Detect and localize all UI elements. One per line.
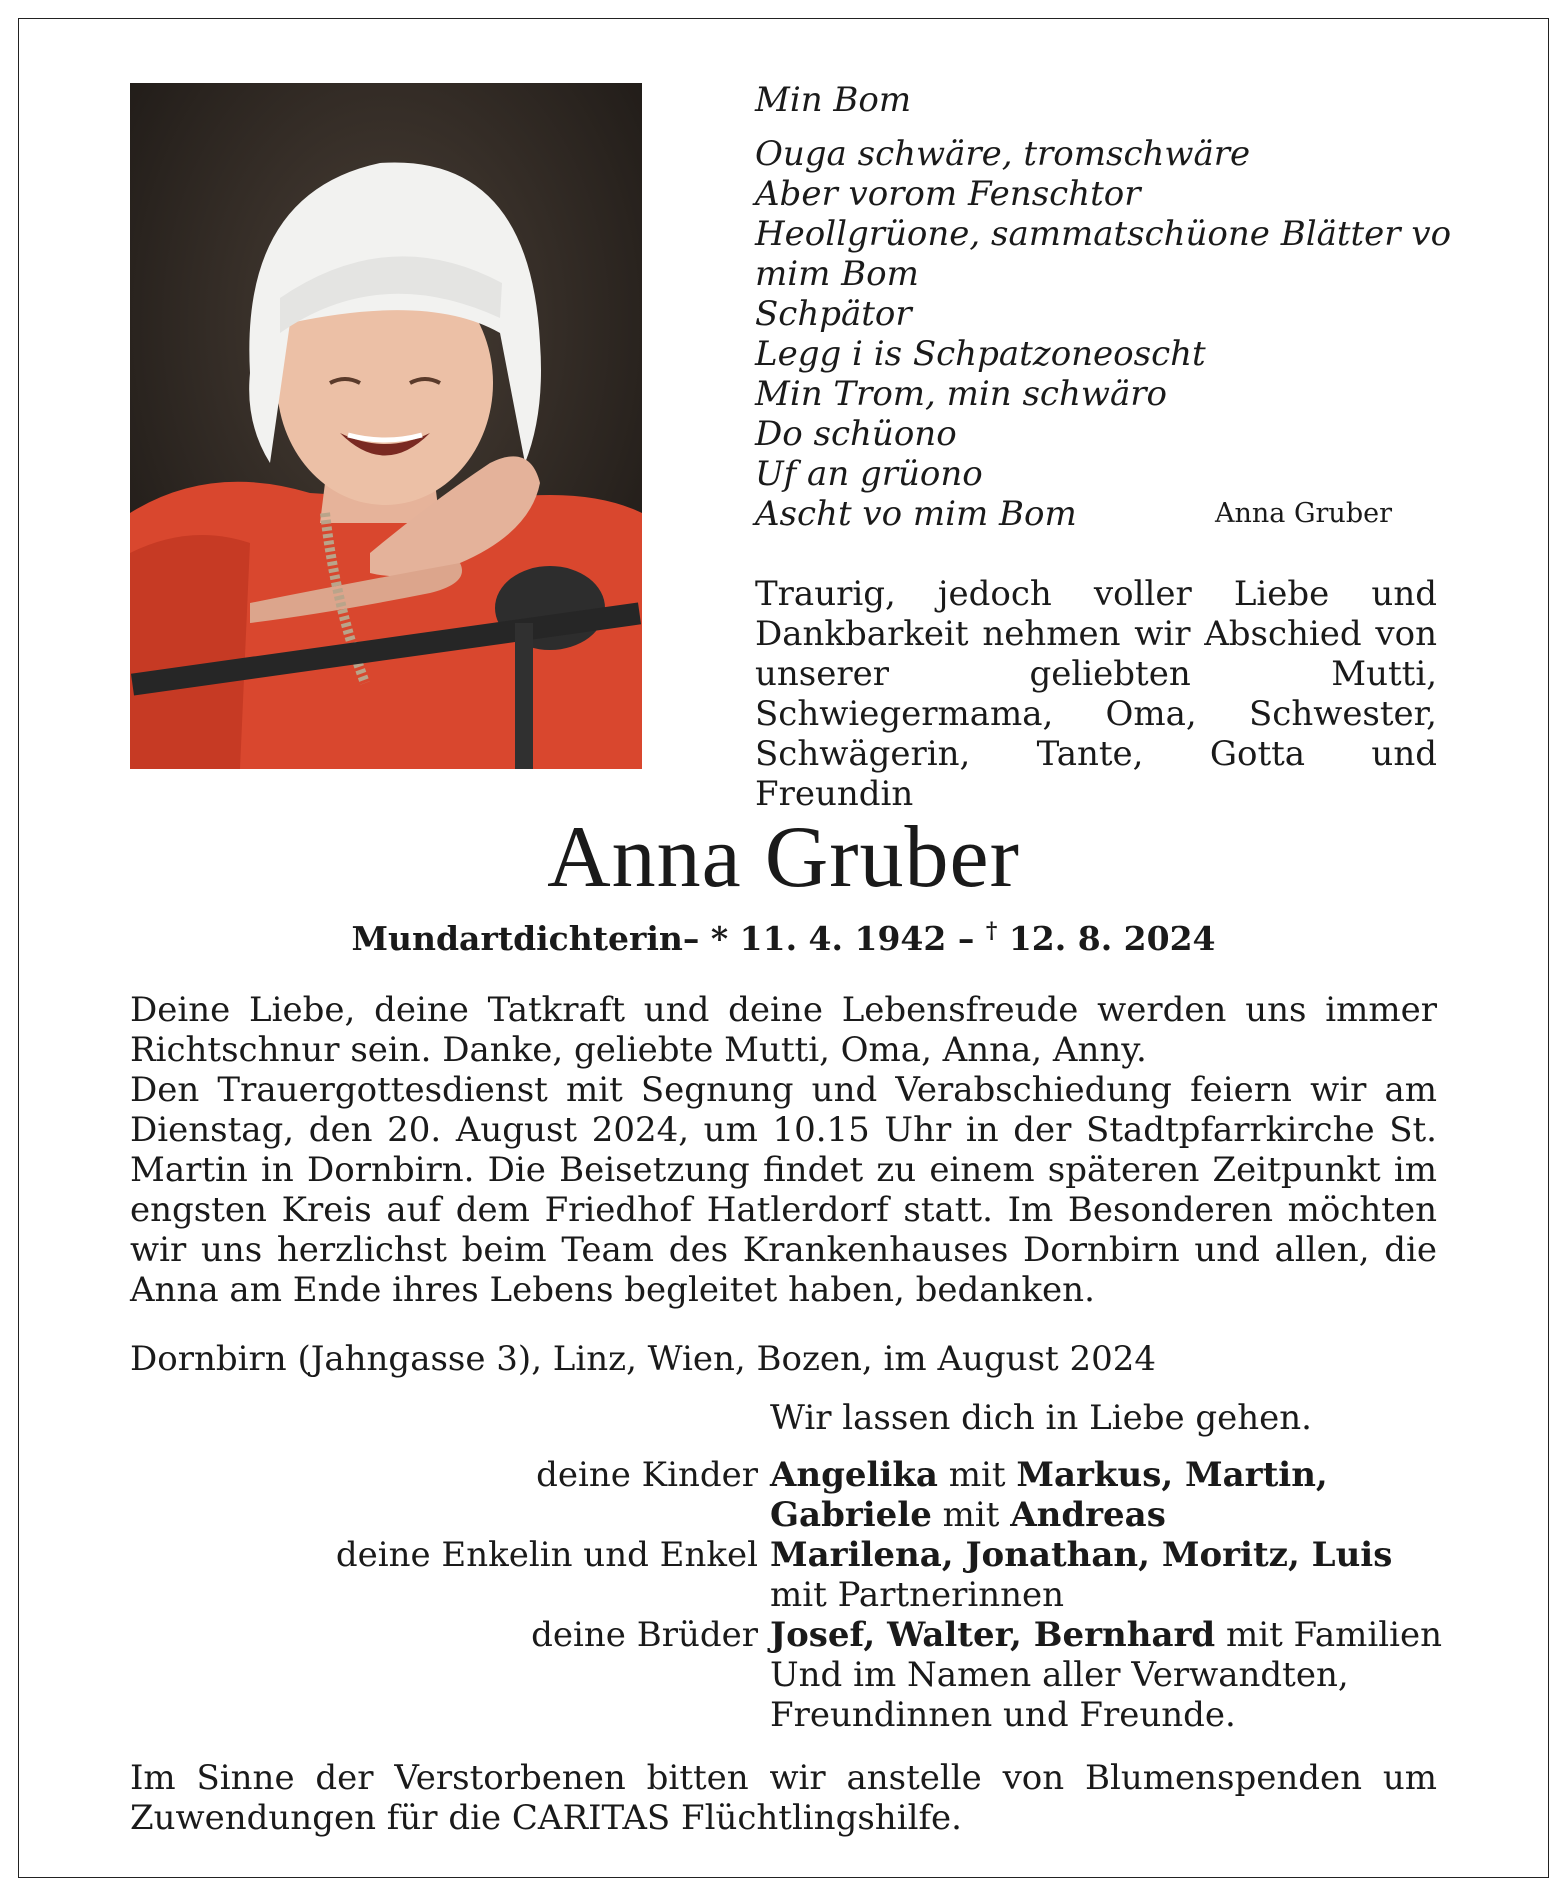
cross-icon: †: [985, 918, 998, 944]
poem-line: Ouga schwäre, tromschwäre: [755, 134, 1251, 174]
others-line: Und im Namen aller Verwandten,: [770, 1655, 1349, 1695]
main-text: [130, 990, 1437, 1310]
closing-text: Im Sinne der Verstorbenen bitten wir anstelle von Blumenspenden um Zuwendungen für die CARITAS Flüchtlingshilfe.: [130, 1758, 1437, 1838]
child-name: Angelika: [770, 1455, 938, 1495]
mourners-brothers: [130, 1615, 1450, 1735]
grandchildren-label: deine Enkelin und Enkel: [335, 1535, 758, 1575]
brothers-names: Josef, Walter, Bernhard: [770, 1615, 1216, 1655]
deceased-name: Anna Gruber: [547, 809, 1020, 906]
children-label: deine Kinder: [536, 1455, 758, 1495]
connector: mit: [937, 1455, 1017, 1495]
place-date: Dornbirn (Jahngasse 3), Linz, Wien, Bozen, im August 2024: [130, 1339, 1157, 1379]
deceased-subtitle: [0, 918, 1567, 958]
profession: Mundartdichterin: [351, 919, 683, 958]
poem-line: Do schüono: [755, 414, 957, 454]
poem-line: mim Bom: [755, 254, 919, 294]
connector: mit: [931, 1495, 1011, 1535]
poem: [755, 80, 1452, 534]
poem-title: Min Bom: [755, 80, 912, 120]
mourners-grandchildren: [130, 1535, 1450, 1615]
farewell-line: Wir lassen dich in Liebe gehen.: [770, 1398, 1312, 1438]
partner-names: Markus, Martin,: [1016, 1455, 1328, 1495]
main-paragraph: Den Trauergottesdienst mit Segnung und Verabschiedung feiern wir am Dienstag, den 20. August 2024, um 10.15 Uhr in der Stadtpfarrkirche St. Martin in Dornbirn. Die Beisetzung findet zu einem späteren Zeitpunkt im engsten Kreis auf dem Friedhof Hatlerdorf statt. Im Besonderen möchten wir uns herzlichst beim Team des Krankenhauses Dornbirn und allen, die Anna am Ende ihres Lebens begleitet haben, bedanken.: [130, 1070, 1437, 1310]
born-date: – * 11. 4. 1942 –: [682, 919, 986, 958]
mourners-children: [130, 1455, 1450, 1535]
grandchildren-names: Marilena, Jonathan, Moritz, Luis: [770, 1535, 1393, 1575]
mourners-list: [130, 1455, 1450, 1735]
partner-names: Andreas: [1010, 1495, 1166, 1535]
poem-line: Heollgrüone, sammatschüone Blätter vo: [755, 214, 1452, 254]
poem-line: Uf an grüono: [755, 454, 983, 494]
child-name: Gabriele: [770, 1495, 932, 1535]
poem-line: Schpätor: [755, 294, 912, 334]
others-line: Freundinnen und Freunde.: [770, 1695, 1236, 1735]
poem-line: Legg i is Schpatzoneoscht: [755, 334, 1206, 374]
grandchildren-suffix: mit Partnerinnen: [770, 1575, 1065, 1615]
portrait-photo: [130, 83, 642, 769]
poem-line: Min Trom, min schwäro: [755, 374, 1167, 414]
brothers-suffix: mit Familien: [1215, 1615, 1442, 1655]
brothers-label: deine Brüder: [531, 1615, 758, 1655]
intro-text: Traurig, jedoch voller Liebe und Dankbarkeit nehmen wir Abschied von unserer geliebten Mutti, Schwiegermama, Oma, Schwester, Schwägerin, Tante, Gotta und Freundin: [755, 574, 1437, 814]
death-date: 12. 8. 2024: [997, 919, 1216, 958]
poem-line: Aber vorom Fenschtor: [755, 174, 1141, 214]
main-paragraph: Deine Liebe, deine Tatkraft und deine Lebensfreude werden uns immer Richtschnur sein. Danke, geliebte Mutti, Oma, Anna, Anny.: [130, 990, 1437, 1070]
poem-line: Ascht vo mim Bom: [755, 494, 1077, 534]
poem-author: Anna Gruber: [1215, 498, 1392, 529]
